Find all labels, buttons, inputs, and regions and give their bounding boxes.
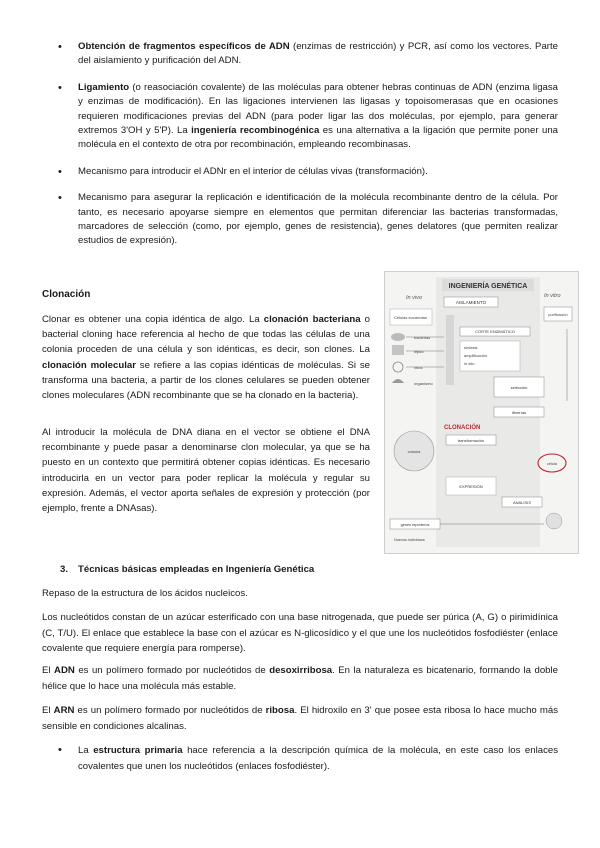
text: o bacterial cloning hace referencia al hecho de que todas las células de una colonia proceden de una célula y son idénticas, es decir, son clones. La: [42, 314, 370, 356]
virus-label: virus: [414, 365, 423, 370]
bullet-text: Mecanismo para introducir el ADNr en el interior de células vivas (transformación).: [78, 165, 428, 177]
bullet-transformacion: [58, 165, 558, 179]
text: es un polímero formado por nucleótidos de: [74, 665, 270, 676]
celula-label: célula: [547, 462, 557, 466]
amplificacion-label: amplificación: [464, 353, 488, 358]
tejido-label: tejido: [414, 349, 424, 354]
bullet-text: es una alternativa a la ligación que permite poner una molécula en el contexto de otra por recombinación, empleando recombinasas.: [78, 125, 559, 151]
organismo-label: organismo: [414, 381, 433, 386]
ingenieria-genetica-diagram: [384, 271, 579, 554]
clonacion-heading: Clonación: [42, 289, 91, 300]
text: La: [78, 745, 94, 756]
bullet-text: (enzimas de restricción) y PCR, así como los vectores. Parte del aislamiento y purificación del ADN.: [78, 41, 558, 67]
sintesis-label: síntesis: [464, 345, 478, 350]
vector-circle: [546, 513, 562, 529]
librerias-label: librerías: [511, 410, 527, 415]
text: hace referencia a la descripción química de la molécula, en este caso los enlaces covalentes que unen los nucleótidos (enlaces fosfodiéster).: [78, 745, 559, 772]
aislamiento-label: AISLAMIENTO: [455, 300, 487, 305]
strong: ARN: [53, 705, 75, 716]
clonacion-diagram-label: CLONACIÓN: [444, 425, 481, 431]
text: El: [42, 705, 54, 716]
colonia-label: colonia: [407, 449, 421, 454]
bacterias-label: bacterias: [414, 335, 431, 340]
bullet-list-top: [58, 40, 558, 249]
tejido-icon: [392, 345, 404, 355]
analisis-label: ANÁLISIS: [512, 500, 532, 505]
bullet-strong: Obtención de fragmentos específicos de ADN: [78, 41, 290, 52]
bullet-text: (o reasociación covalente) de las moléculas para obtener hebras continuas de ADN (enzima ligasa y enzimas de modificación). En las ligaciones intervienen las ligasas y topoisomerasas que en ocasiones requieren modificaciones previas del ADN (para poder ligar las dos moléculas, por ejemplo, para generar extremos 3'OH y 5'P). La: [78, 81, 558, 137]
clonacion-paragraph-1: [42, 312, 370, 403]
celulas-label: Células eucariotas: [394, 315, 427, 320]
genes-label: genes reporteros: [400, 523, 430, 527]
text: . El hidroxilo en 3' que posee esta ribosa lo hace mucho más sensible en condiciones alcalinas.: [42, 705, 558, 732]
repaso-paragraph: Repaso de la estructura de los ácidos nucleicos.: [42, 588, 248, 599]
transformacion-label: transformación: [457, 438, 485, 443]
text: . En la naturaleza es bicatenario, formando la doble hélice que lo hace una molécula más estable.: [42, 665, 558, 692]
clonacion-paragraph-2: Al introducir la molécula de DNA diana en el vector se obtiene el DNA recombinante y puede pasar a denominarse clon molecular, ya que se ha puesto en un contexto que permitirá obtener copias idénticas. Es necesario introducirla en un vector para poder replicar la molécula y regular su expresión. Además, el vector aporta señales de expresión y protección (por ejemplo, frente a DNAsas).: [42, 427, 370, 515]
section-3-heading: [60, 564, 314, 575]
text: El: [42, 665, 55, 676]
purificacion-label: purificación: [548, 313, 568, 317]
section-number: 3.: [60, 564, 69, 575]
bullet-strong: Ligamiento: [78, 81, 130, 93]
bullet-fragmentos: [58, 40, 558, 69]
bullet-text: Mecanismo para asegurar la replicación e identificación de la molécula recombinante dentro de la célula. Por tanto, es necesario apoyarse siempre en elementos que permitan diferenciar las bacterias transformadas, marcadores de selección (como, por ejemplo, genes de resistencia), genes delatores (que permiten realizar estudios de expresión).: [78, 192, 558, 247]
section-title: Técnicas básicas empleadas en Ingeniería Genética: [78, 564, 315, 575]
bullet-list-estructura: [58, 743, 558, 774]
adn-paragraph: [42, 663, 558, 694]
strong: estructura primaria: [93, 745, 183, 756]
bullet-replicacion: [58, 191, 558, 249]
seleccion-label: selección: [510, 385, 528, 390]
in-vivo-label: In vivo: [406, 295, 422, 301]
bullet-strong: ingeniería recombinogénica: [191, 125, 320, 137]
corte-label: CORTE ENZIMÁTICO: [475, 329, 515, 334]
arn-paragraph: [42, 703, 558, 734]
strong: ADN: [54, 665, 75, 676]
strong: desoxirribosa: [269, 665, 333, 676]
bacteria-icon: [391, 333, 405, 341]
in-vitro-label: In vitro: [544, 293, 561, 299]
bullet-estructura-primaria: [58, 743, 558, 774]
nucleotidos-paragraph: Los nucleótidos constan de un azúcar esterificado con una base nitrogenada, que puede ser púrica (A, G) o pirimidínica (C, T/U). El enlace que establece la base con el azúcar es N-glicosídico y el que une los nucleótidos fosfodiéster (enlace covalente que requiere energía para romperse).: [42, 612, 558, 655]
diagram-title: INGENIERÍA GENÉTICA: [448, 283, 528, 290]
bullet-ligamiento: [58, 81, 558, 153]
strong: clonación molecular: [42, 359, 136, 371]
in-situ-label: in situ: [464, 361, 475, 366]
expresion-label: EXPRESIÓN: [459, 484, 483, 489]
center-column: [446, 315, 454, 385]
nuevos-label: Nuevos individuos: [394, 538, 425, 542]
text: se refiere a las copias idénticas de moléculas. Si se transforma una bacteria, a partir de los clones celulares se pueden obtener clones moleculares (ADN recombinante que se ha clonado en la bacteria).: [42, 359, 370, 402]
strong: clonación bacteriana: [263, 314, 361, 325]
text: Clonar es obtener una copia idéntica de algo. La: [42, 314, 264, 325]
strong: ribosa: [265, 705, 295, 716]
text: es un polímero formado por nucleótidos de: [74, 705, 266, 716]
